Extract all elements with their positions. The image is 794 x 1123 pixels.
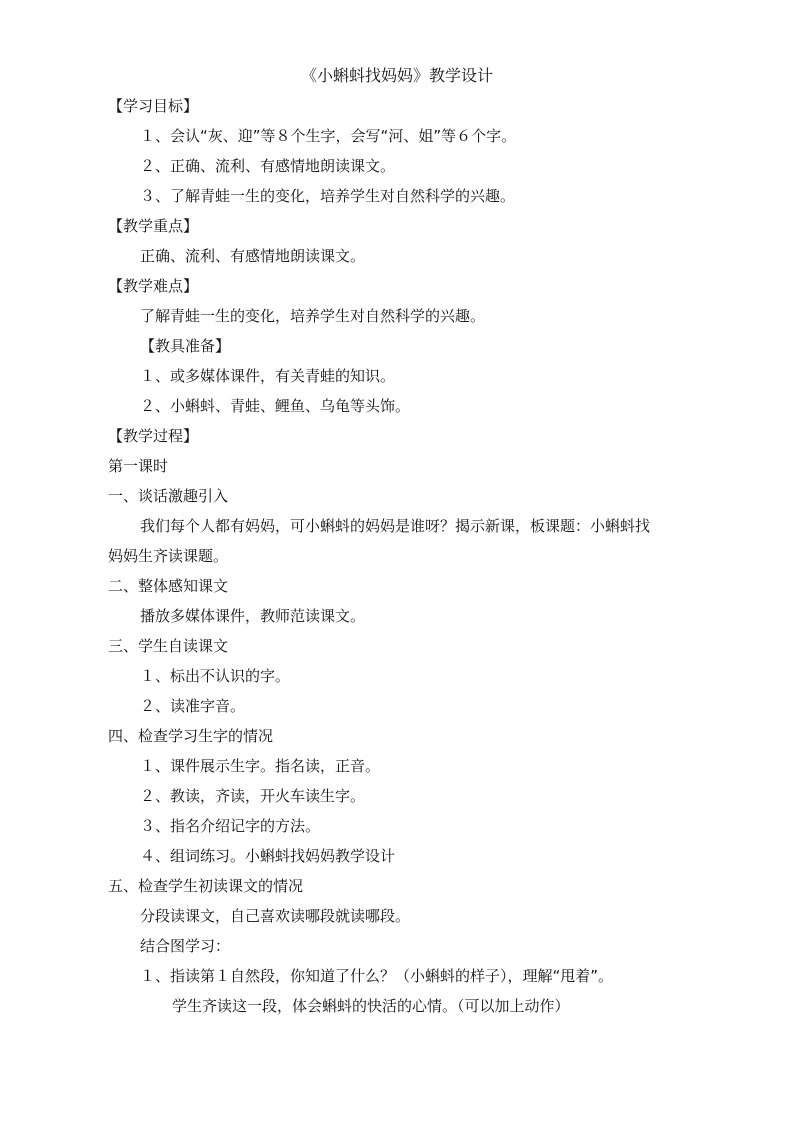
section-heading: 一、谈话激趣引入 — [108, 487, 229, 505]
heading-difficulties: 【教学难点】 — [108, 277, 199, 295]
heading-key-points: 【教学重点】 — [108, 217, 199, 235]
document-title: 《小蝌蚪找妈妈》教学设计 — [300, 66, 493, 85]
section-heading: 四、检查学习生字的情况 — [108, 727, 274, 745]
heading-learning-objectives: 【学习目标】 — [108, 97, 199, 115]
paragraph: 了解青蛙一生的变化，培养学生对自然科学的兴趣。 — [140, 307, 486, 325]
list-item: ３、指名介绍记字的方法。 — [140, 817, 321, 835]
paragraph: 我们每个人都有妈妈，可小蝌蚪的妈妈是谁呀？揭示新课，板课题：小蝌蚪找 — [140, 517, 651, 535]
paragraph: 结合图学习： — [140, 937, 231, 955]
paragraph: 学生齐读这一段，体会蝌蚪的快活的心情。（可以加上动作） — [172, 997, 570, 1015]
paragraph: 播放多媒体课件，教师范读课文。 — [140, 607, 366, 625]
objective-item: ２、正确、流利、有感情地朗读课文。 — [140, 157, 396, 175]
paragraph-continuation: 妈妈生齐读课题。 — [108, 547, 229, 565]
section-heading: 五、检查学生初读课文的情况 — [108, 877, 304, 895]
heading-teaching-aids: 【教具准备】 — [140, 337, 231, 355]
list-item: １、标出不认识的字。 — [140, 667, 291, 685]
list-item: １、课件展示生字。指名读，正音。 — [140, 757, 381, 775]
section-heading: 二、整体感知课文 — [108, 577, 229, 595]
heading-teaching-process: 【教学过程】 — [108, 427, 199, 445]
lesson-label: 第一课时 — [108, 457, 169, 475]
section-heading: 三、学生自读课文 — [108, 637, 229, 655]
paragraph: 正确、流利、有感情地朗读课文。 — [140, 247, 366, 265]
list-item: ２、小蝌蚪、青蛙、鲤鱼、乌龟等头饰。 — [140, 397, 411, 415]
list-item: １、或多媒体课件，有关青蛙的知识。 — [140, 367, 396, 385]
list-item: ４、组词练习。小蝌蚪找妈妈教学设计 — [140, 847, 396, 865]
paragraph: 分段读课文，自己喜欢读哪段就读哪段。 — [140, 907, 411, 925]
objective-item: １、会认“灰、迎”等８个生字，会写“河、姐”等６个字。 — [140, 127, 517, 145]
list-item: ２、教读，齐读，开火车读生字。 — [140, 787, 366, 805]
list-item: ２、读准字音。 — [140, 697, 246, 715]
list-item: １、指读第１自然段，你知道了什么？（小蝌蚪的样子），理解“甩着”。 — [140, 967, 614, 985]
objective-item: ３、了解青蛙一生的变化，培养学生对自然科学的兴趣。 — [140, 187, 516, 205]
